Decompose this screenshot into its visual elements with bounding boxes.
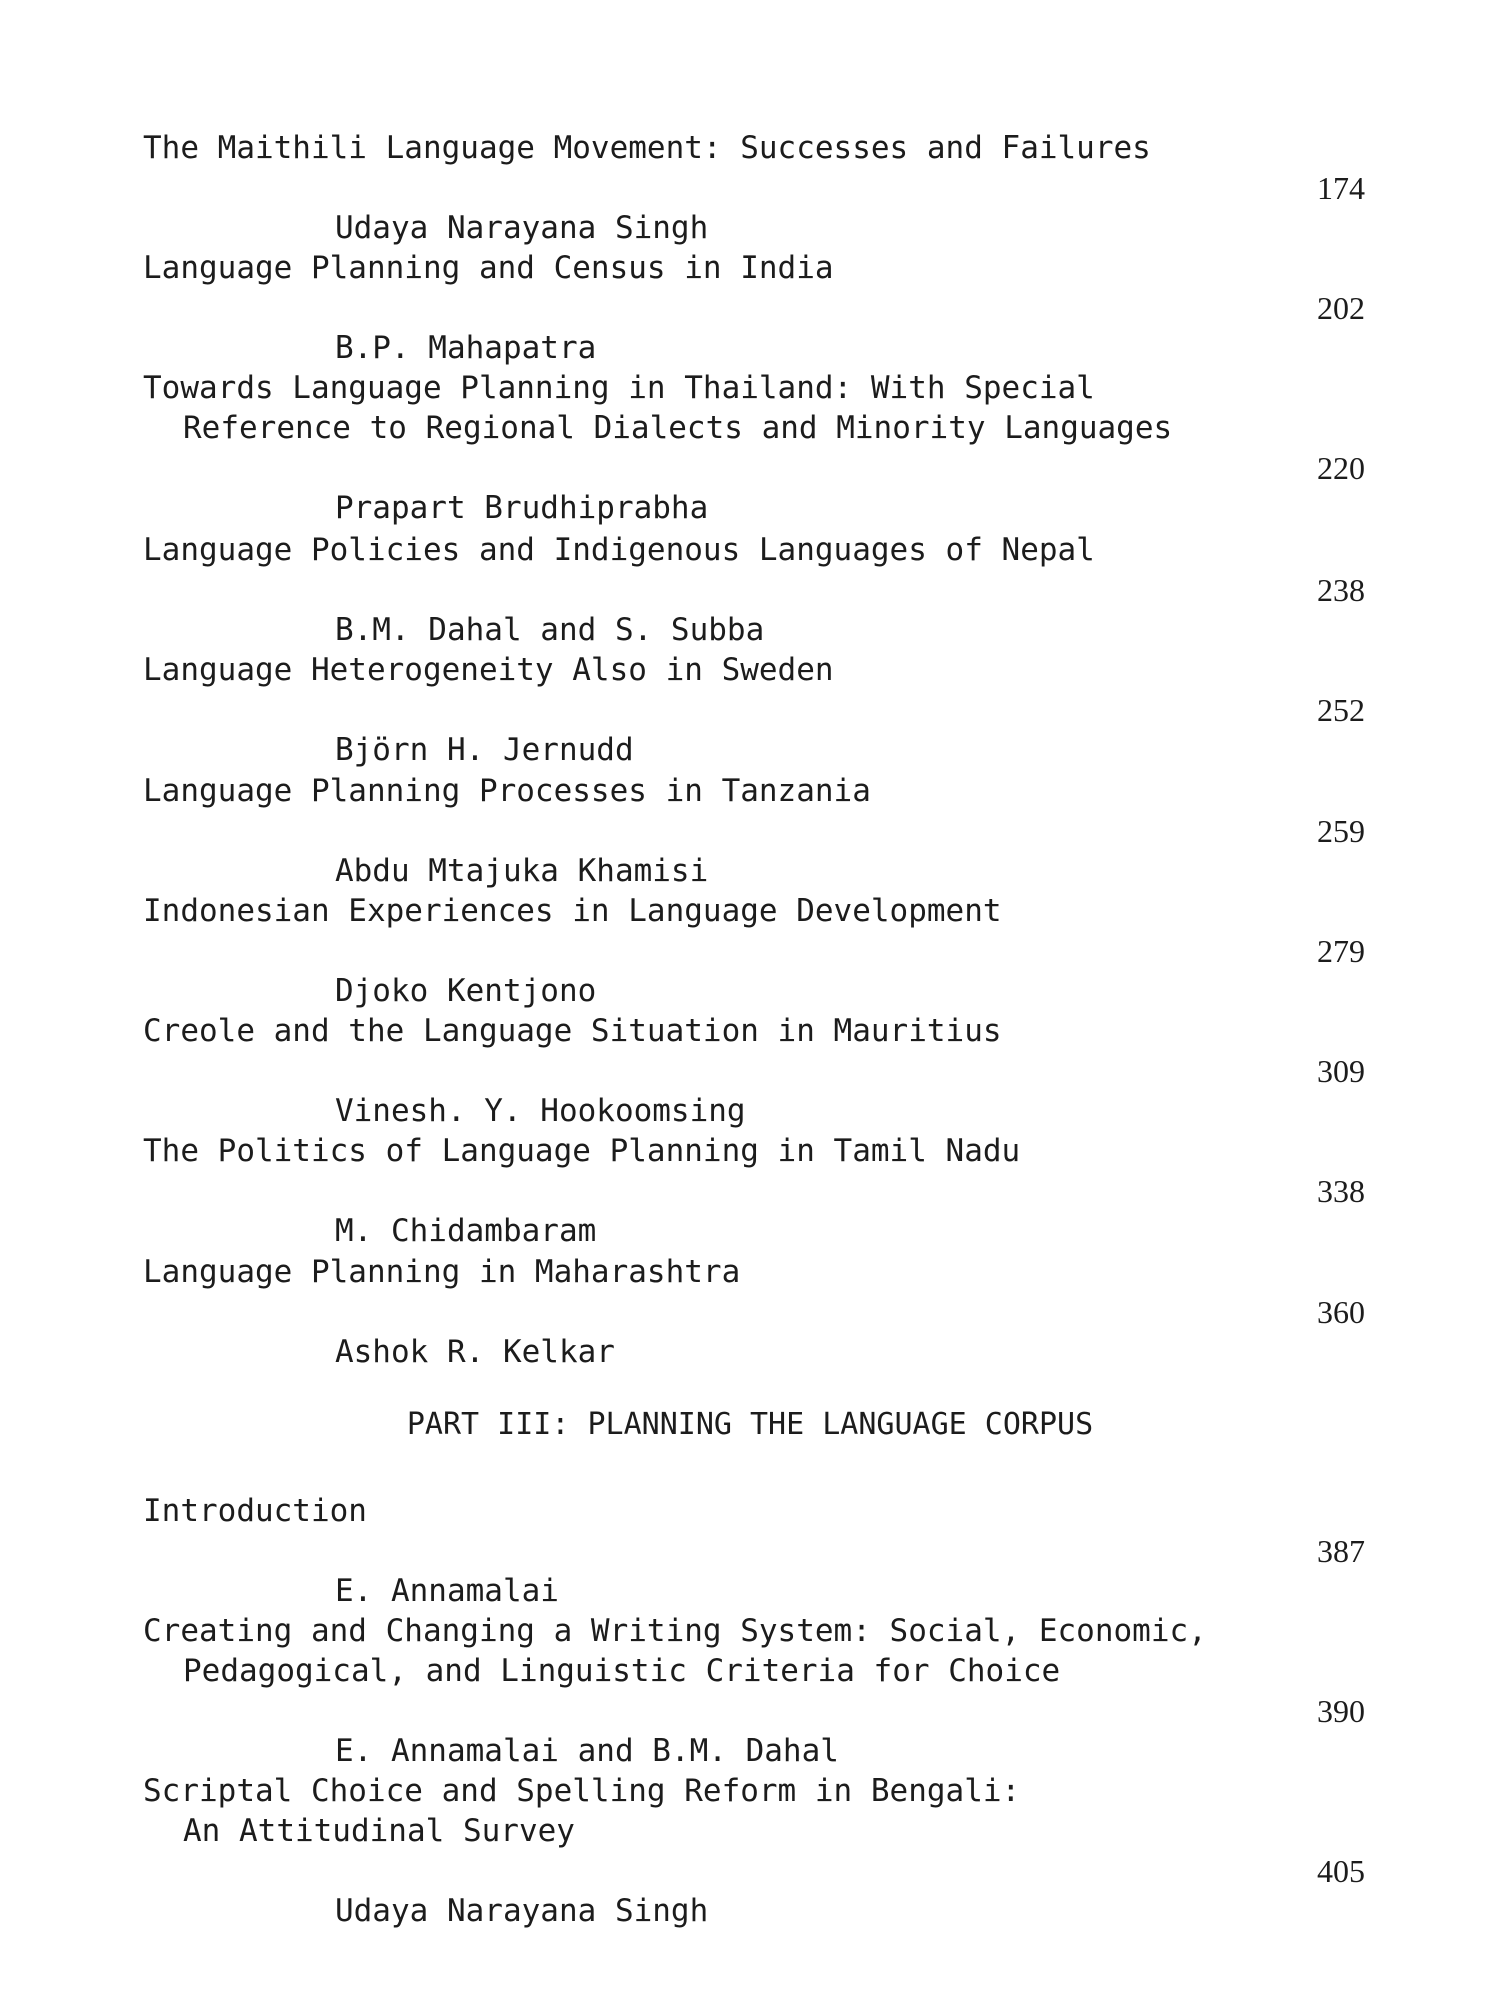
page-number: 238 xyxy=(1317,572,1365,608)
entry-title: Language Planning in Maharashtra xyxy=(143,1254,741,1290)
page-number: 220 xyxy=(1317,450,1365,486)
author-name: Udaya Narayana Singh xyxy=(334,1893,709,1929)
page-number: 387 xyxy=(1317,1533,1365,1569)
entry-title: Language Planning Processes in Tanzania xyxy=(143,773,871,809)
page-number: 390 xyxy=(1317,1693,1365,1729)
author-name: Djoko Kentjono xyxy=(334,973,597,1009)
toc-entry xyxy=(143,771,1365,889)
author-name: E. Annamalai xyxy=(334,1573,559,1609)
entry-author xyxy=(143,168,1365,246)
entry-title: The Politics of Language Planning in Tamil Nadu xyxy=(143,1133,1021,1169)
page-number: 252 xyxy=(1317,692,1365,728)
toc-entry xyxy=(143,1011,1365,1129)
entry-author xyxy=(143,288,1365,366)
entry-author xyxy=(143,448,1365,526)
page-number: 309 xyxy=(1317,1053,1365,1089)
page-number: 360 xyxy=(1317,1294,1365,1330)
toc-entry xyxy=(143,530,1365,648)
toc-entry xyxy=(143,128,1365,246)
entry-title: Towards Language Planning in Thailand: With Special xyxy=(143,370,1095,406)
author-name: Vinesh. Y. Hookoomsing xyxy=(334,1093,746,1129)
entry-title: Language Policies and Indigenous Languages of Nepal xyxy=(143,532,1095,568)
entry-author xyxy=(143,1691,1365,1769)
author-name: B.M. Dahal and S. Subba xyxy=(334,612,765,648)
toc-entry xyxy=(143,1771,1365,1929)
entry-author xyxy=(143,570,1365,648)
page-number: 174 xyxy=(1317,170,1365,206)
entry-author xyxy=(143,690,1365,768)
entry-title: Language Heterogeneity Also in Sweden xyxy=(143,652,834,688)
entry-title: The Maithili Language Movement: Successes and Failures xyxy=(143,130,1151,166)
toc-entry xyxy=(143,368,1365,526)
toc-entry xyxy=(143,1491,1365,1609)
author-name: E. Annamalai and B.M. Dahal xyxy=(334,1733,839,1769)
page-number: 405 xyxy=(1317,1853,1365,1889)
toc-entry xyxy=(143,650,1365,768)
entry-author xyxy=(143,1051,1365,1129)
toc-entry xyxy=(143,248,1365,366)
entry-title: Introduction xyxy=(143,1493,367,1529)
entry-title: Language Planning and Census in India xyxy=(143,250,834,286)
toc-entry xyxy=(143,1611,1365,1769)
entry-author xyxy=(143,811,1365,889)
page-number: 279 xyxy=(1317,933,1365,969)
entry-title: Indonesian Experiences in Language Development xyxy=(143,893,1002,929)
entry-title-continuation: Pedagogical, and Linguistic Criteria for Choice xyxy=(183,1653,1061,1689)
author-name: Björn H. Jernudd xyxy=(334,732,634,768)
entry-title: Creole and the Language Situation in Mauritius xyxy=(143,1013,1002,1049)
entry-title-continuation: An Attitudinal Survey xyxy=(183,1813,575,1849)
author-name: Ashok R. Kelkar xyxy=(334,1334,615,1370)
page-number: 259 xyxy=(1317,813,1365,849)
author-name: Abdu Mtajuka Khamisi xyxy=(334,853,709,889)
part-heading: PART III: PLANNING THE LANGUAGE CORPUS xyxy=(406,1407,1094,1442)
entry-author xyxy=(143,1171,1365,1249)
entry-title: Scriptal Choice and Spelling Reform in Bengali: xyxy=(143,1773,1021,1809)
author-name: M. Chidambaram xyxy=(334,1213,597,1249)
toc-entry xyxy=(143,891,1365,1009)
entry-author xyxy=(143,1292,1365,1370)
entry-title-continuation: Reference to Regional Dialects and Minority Languages xyxy=(183,410,1173,446)
page-number: 202 xyxy=(1317,290,1365,326)
author-name: Prapart Brudhiprabha xyxy=(334,490,709,526)
entry-author xyxy=(143,931,1365,1009)
toc-entry xyxy=(143,1252,1365,1370)
page-number: 338 xyxy=(1317,1173,1365,1209)
entry-author xyxy=(143,1851,1365,1929)
entry-title: Creating and Changing a Writing System: Social, Economic, xyxy=(143,1613,1207,1649)
author-name: B.P. Mahapatra xyxy=(334,330,597,366)
entry-author xyxy=(143,1531,1365,1609)
author-name: Udaya Narayana Singh xyxy=(334,210,709,246)
toc-entry xyxy=(143,1131,1365,1249)
